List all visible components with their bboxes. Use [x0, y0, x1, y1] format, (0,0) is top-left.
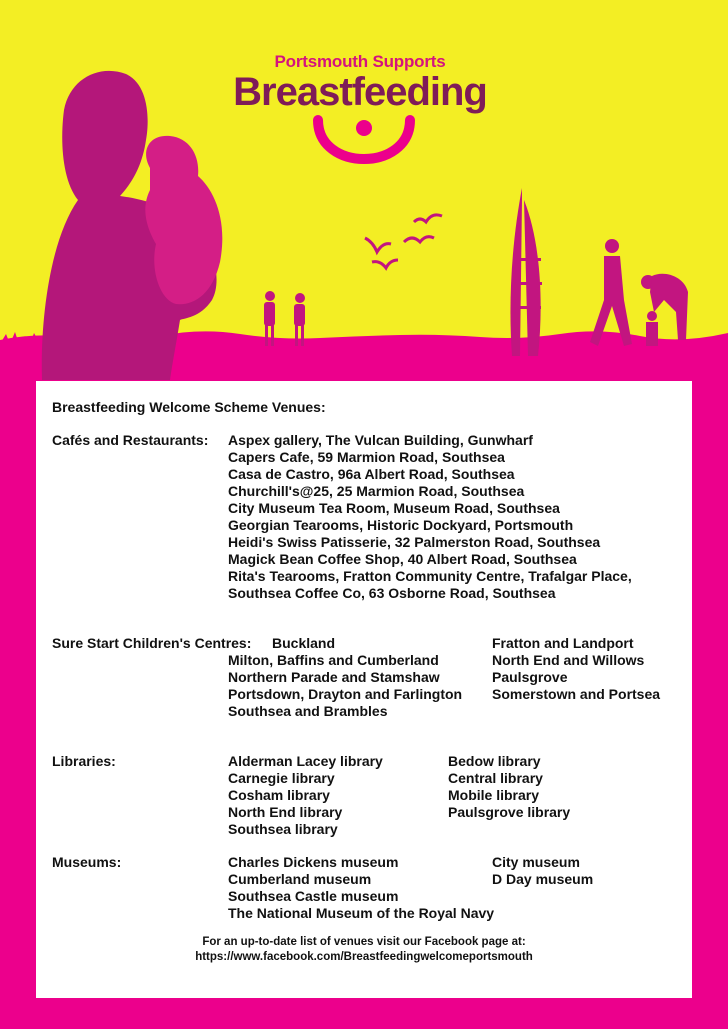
logo-dot: [356, 120, 372, 136]
list-item: Carnegie library: [228, 770, 335, 786]
cafes-label: Cafés and Restaurants:: [52, 432, 209, 448]
list-item: Paulsgrove: [492, 669, 568, 685]
list-item: Southsea Castle museum: [228, 888, 399, 904]
list-item: Cosham library: [228, 787, 330, 803]
list-item: Mobile library: [448, 787, 540, 803]
list-item: North End and Willows: [492, 652, 645, 668]
family-silhouette: [641, 274, 688, 346]
list-item: Heidi's Swiss Patisserie, 32 Palmerston Road, Southsea: [228, 534, 601, 550]
list-item: Southsea and Brambles: [228, 703, 388, 719]
brand-subtitle: Portsmouth Supports: [274, 52, 446, 71]
museums-label: Museums:: [52, 854, 122, 870]
list-item: Bedow library: [448, 753, 541, 769]
footer-note: For an up-to-date list of venues visit our Facebook page at:: [202, 936, 526, 948]
list-item: North End library: [228, 804, 343, 820]
list-item: Somerstown and Portsea: [492, 686, 661, 702]
list-item: Rita's Tearooms, Fratton Community Centre, Trafalgar Place,: [228, 568, 632, 584]
list-item: The National Museum of the Royal Navy: [228, 905, 495, 921]
baby-silhouette: [145, 136, 222, 304]
list-item: Central library: [448, 770, 543, 786]
list-item: Charles Dickens museum: [228, 854, 399, 870]
walking-man-silhouette: [590, 239, 632, 346]
venues-heading: Breastfeeding Welcome Scheme Venues:: [52, 399, 326, 415]
list-item: City Museum Tea Room, Museum Road, Southsea: [228, 500, 560, 516]
list-item: Cumberland museum: [228, 871, 372, 887]
list-item: Southsea library: [228, 821, 338, 837]
list-item: Georgian Tearooms, Historic Dockyard, Portsmouth: [228, 517, 574, 533]
brand-title: Breastfeeding: [233, 70, 487, 114]
list-item: Southsea Coffee Co, 63 Osborne Road, Southsea: [228, 585, 556, 601]
list-item: Paulsgrove library: [448, 804, 571, 820]
facebook-link[interactable]: https://www.facebook.com/Breastfeedingwelcomeportsmouth: [195, 951, 533, 963]
tower-silhouette: [510, 188, 542, 356]
list-item: Alderman Lacey library: [228, 753, 383, 769]
list-item: Northern Parade and Stamshaw: [228, 669, 440, 685]
list-item: Aspex gallery, The Vulcan Building, Gunwharf: [228, 432, 533, 448]
list-item: Magick Bean Coffee Shop, 40 Albert Road, Southsea: [228, 551, 577, 567]
list-item: Milton, Baffins and Cumberland: [228, 652, 439, 668]
list-item: Churchill's@25, 25 Marmion Road, Southsea: [228, 483, 525, 499]
list-item: Capers Cafe, 59 Marmion Road, Southsea: [228, 449, 505, 465]
list-item: Buckland: [272, 635, 336, 651]
poster-illustration: [0, 0, 728, 380]
venues-card: [36, 381, 692, 998]
list-item: City museum: [492, 854, 580, 870]
list-item: Casa de Castro, 96a Albert Road, Southsea: [228, 466, 515, 482]
list-item: D Day museum: [492, 871, 594, 887]
list-item: Portsdown, Drayton and Farlington: [228, 686, 463, 702]
libraries-label: Libraries:: [52, 753, 116, 769]
birds-silhouette: [365, 215, 442, 268]
surestart-label: Sure Start Children's Centres:: [52, 635, 252, 651]
list-item: Fratton and Landport: [492, 635, 634, 651]
